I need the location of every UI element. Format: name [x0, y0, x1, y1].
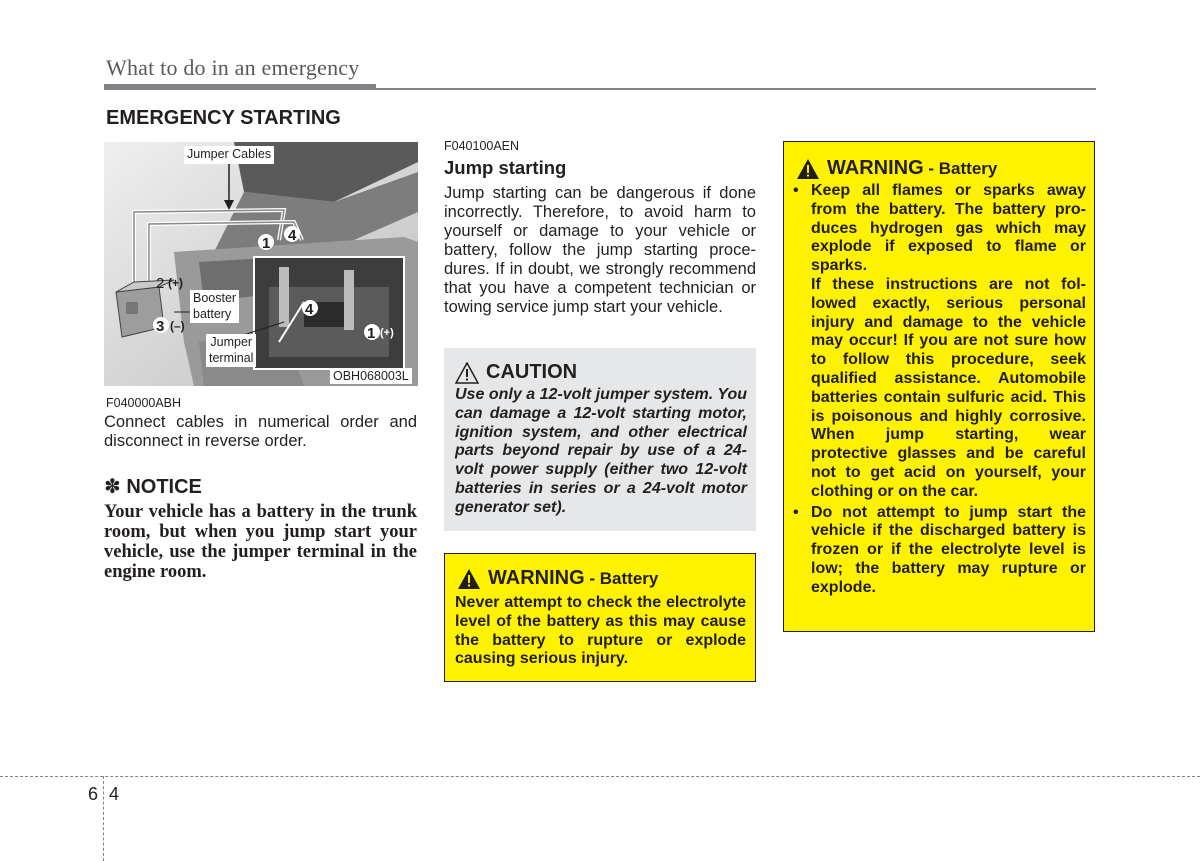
warning-title-right: WARNING - Battery — [827, 157, 998, 179]
bullet-icon: • — [793, 503, 799, 521]
warning-box-middle — [444, 553, 756, 682]
warning-triangle-icon — [796, 158, 820, 180]
header-bar — [104, 84, 376, 90]
marker-1-inset: 1 — [367, 325, 376, 342]
left-code: F040000ABH — [106, 396, 182, 410]
marker-4-inset: 4 — [305, 301, 314, 318]
jump-start-illustration — [104, 142, 418, 386]
caution-text: Use only a 12-volt jumper system. You can damage a 12-volt starting motor, ignition system, and other electrical parts beyond repair by use of a 24-volt power supply (either two 12-volt batteries in series or a 24-volt motor generator set). — [455, 386, 747, 516]
warning-triangle-icon — [457, 568, 481, 590]
warning-heading-middle — [457, 567, 658, 590]
jump-starting-title: Jump starting — [444, 157, 567, 178]
warning-box-right — [783, 141, 1095, 632]
engine-bay-drawing — [104, 142, 418, 386]
label-booster-battery: Booster battery — [190, 290, 239, 323]
marker-2: 2 — [156, 275, 165, 292]
caution-heading — [455, 361, 577, 384]
warning-bullet1-para2: If these instructions are not followed exactly, serious personal injury and damage to the vehicle may occur! If you are not sure how to follow this procedure, seek qualified assistance. Automobile batteries contain sulfuric acid. This is poisonous and highly corrosive. When jump starting, wear protective glasses and be careful not to get acid on yourself, your clothing or on the car. — [811, 275, 1086, 500]
figure-code: OBH068003L — [330, 368, 412, 384]
notice-text: Your vehicle has a battery in the trunk room, but when you jump start your vehicle, use the jumper terminal in the engine room. — [104, 502, 417, 582]
marker-plus-inset: (+) — [380, 327, 394, 339]
header-rule — [376, 88, 1096, 90]
label-jumper-cables: Jumper Cables — [184, 146, 274, 164]
warning-bullet1-para1: Keep all flames or sparks away from the battery. The battery produces hydrogen gas which may explode if exposed to flame or sparks. — [811, 182, 1086, 275]
figure-caption: Connect cables in numerical order and disconnect in reverse order. — [104, 413, 417, 450]
section-title: EMERGENCY STARTING — [106, 107, 341, 129]
notice-heading — [104, 474, 202, 499]
caution-title: CAUTION — [486, 361, 578, 383]
warning-heading-right — [796, 157, 997, 180]
label-jumper-terminal: Jumper terminal — [206, 334, 256, 367]
list-item — [793, 182, 1086, 502]
warning-title-middle: WARNING - Battery — [488, 567, 659, 589]
marker-4-top: 4 — [288, 227, 297, 244]
marker-minus-booster: (–) — [170, 319, 185, 333]
list-item — [793, 504, 1086, 598]
marker-1-top: 1 — [262, 235, 271, 252]
marker-3: 3 — [156, 318, 165, 335]
chapter-title: What to do in an emergency — [106, 55, 360, 80]
marker-plus-booster: (+) — [168, 276, 183, 290]
warning-list-right — [793, 182, 1086, 598]
jump-starting-body: Jump starting can be dangerous if done incorrectly. Therefore, to avoid harm to yourself or damage to your vehicle or battery, follow the jump starting procedures. If in doubt, we strongly recommend that you have a competent technician or towing service jump start your vehicle. — [444, 184, 756, 316]
notice-asterisk-icon: ✽ — [104, 476, 121, 498]
caution-box — [444, 348, 756, 531]
footer-rule — [0, 776, 1200, 777]
warning-text-middle: Never attempt to check the electrolyte level of the battery as this may cause the battery to rupture or explode causing serious injury. — [455, 594, 746, 668]
warning-bullet2: Do not attempt to jump start the vehicle if the discharged battery is frozen or if the electrolyte level is low; the battery may rupture or explode. — [811, 503, 1086, 596]
notice-title: NOTICE — [126, 476, 202, 498]
page-number: 4 — [109, 784, 120, 804]
bullet-icon: • — [793, 182, 799, 199]
footer-divider — [103, 776, 104, 861]
caution-triangle-icon — [455, 362, 479, 384]
page-section-number: 6 — [88, 784, 99, 804]
middle-code: F040100AEN — [444, 139, 520, 153]
